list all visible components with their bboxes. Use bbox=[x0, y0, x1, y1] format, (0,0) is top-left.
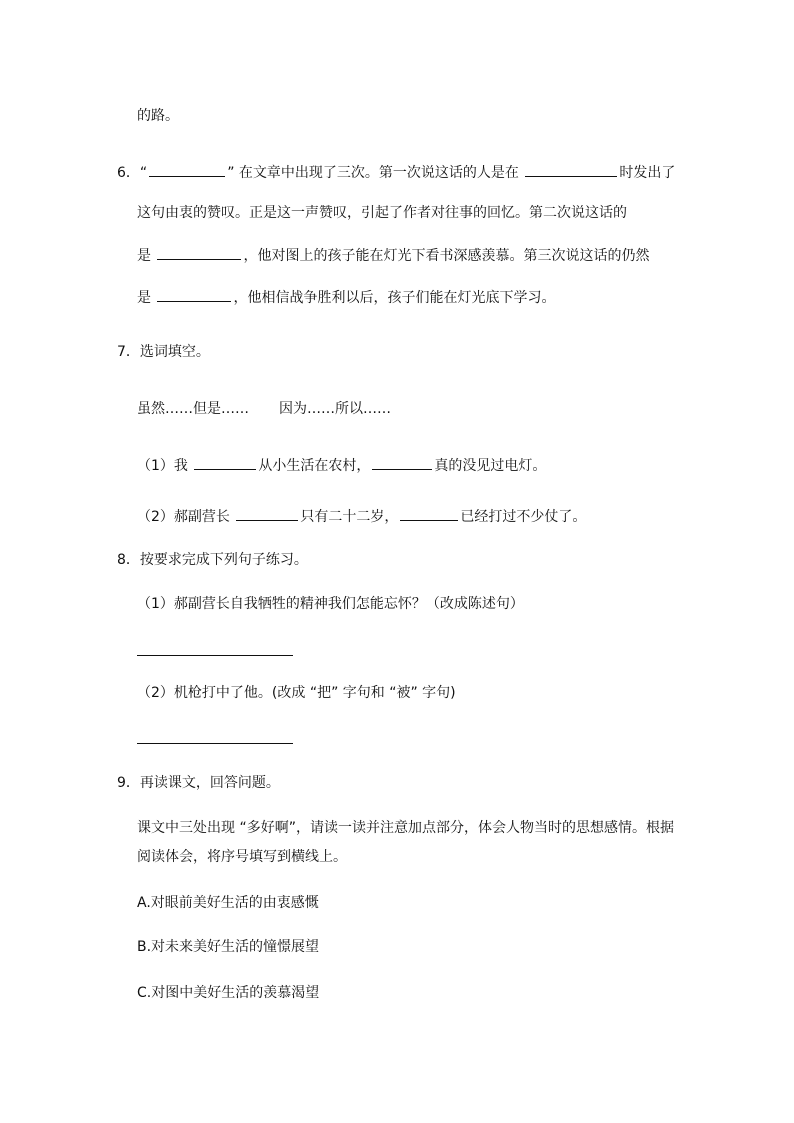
q8-number: 8． bbox=[117, 552, 140, 568]
q9-paragraph-line-1: 课文中三处出现 “多好啊”，请读一读并注意加点部分，体会人物当时的思想感情。根据 bbox=[137, 820, 674, 836]
q7-sentence-2: （2）郝副营长 只有二十二岁， 已经打过不少仗了。 bbox=[137, 506, 586, 527]
q9-option-b: B.对未来美好生活的憧憬展望 bbox=[137, 939, 320, 955]
q7-sentence-1: （1）我 从小生活在农村， 真的没见过电灯。 bbox=[137, 455, 546, 476]
q8-sentence-1: （1）郝副营长自我牺牲的精神我们怎能忘怀？（改成陈述句） bbox=[137, 596, 524, 612]
q8-sentence-2: （2）机枪打中了他。(改成 “把” 字句和 “被” 字句) bbox=[137, 685, 456, 701]
q6-blank-4[interactable] bbox=[157, 287, 231, 302]
q9-paragraph-line-2: 阅读体会，将序号填写到横线上。 bbox=[137, 849, 347, 865]
q9-number: 9． bbox=[117, 775, 140, 791]
q6-blank-2[interactable] bbox=[525, 162, 617, 177]
q9-option-a: A.对眼前美好生活的由衷感慨 bbox=[137, 895, 319, 911]
q7-blank-4[interactable] bbox=[400, 506, 458, 521]
q6-line-3: 是 ，他对图上的孩子能在灯光下看书深感羡慕。第三次说这话的仍然 bbox=[137, 245, 649, 266]
q6-line-2: 这句由衷的赞叹。正是这一声赞叹，引起了作者对往事的回忆。第二次说这话的 bbox=[137, 205, 627, 221]
q7-title: 7．选词填空。 bbox=[117, 344, 210, 360]
q7-blank-1[interactable] bbox=[194, 455, 256, 470]
q6-blank-3[interactable] bbox=[157, 245, 241, 260]
q6-line-1: 6．“ ” 在文章中出现了三次。第一次说这话的人是在 时发出了 bbox=[117, 162, 675, 183]
q9-title: 9．再读课文，回答问题。 bbox=[117, 775, 280, 791]
q8-title: 8．按要求完成下列句子练习。 bbox=[117, 552, 308, 568]
q6-blank-1[interactable] bbox=[149, 162, 225, 177]
q7-number: 7． bbox=[117, 344, 140, 360]
q5-tail-text: 的路。 bbox=[137, 108, 179, 124]
q7-blank-3[interactable] bbox=[236, 506, 298, 521]
q9-option-c: C.对图中美好生活的羡慕渴望 bbox=[137, 985, 320, 1001]
q8-answer-line-2[interactable] bbox=[137, 743, 293, 744]
q7-blank-2[interactable] bbox=[372, 455, 432, 470]
q7-option-1: 虽然……但是…… bbox=[137, 401, 249, 417]
q8-answer-line-1[interactable] bbox=[137, 655, 293, 656]
q6-line-4: 是 ，他相信战争胜利以后，孩子们能在灯光底下学习。 bbox=[137, 287, 555, 308]
q7-option-2: 因为……所以…… bbox=[279, 401, 391, 417]
q6-number: 6． bbox=[117, 165, 140, 181]
